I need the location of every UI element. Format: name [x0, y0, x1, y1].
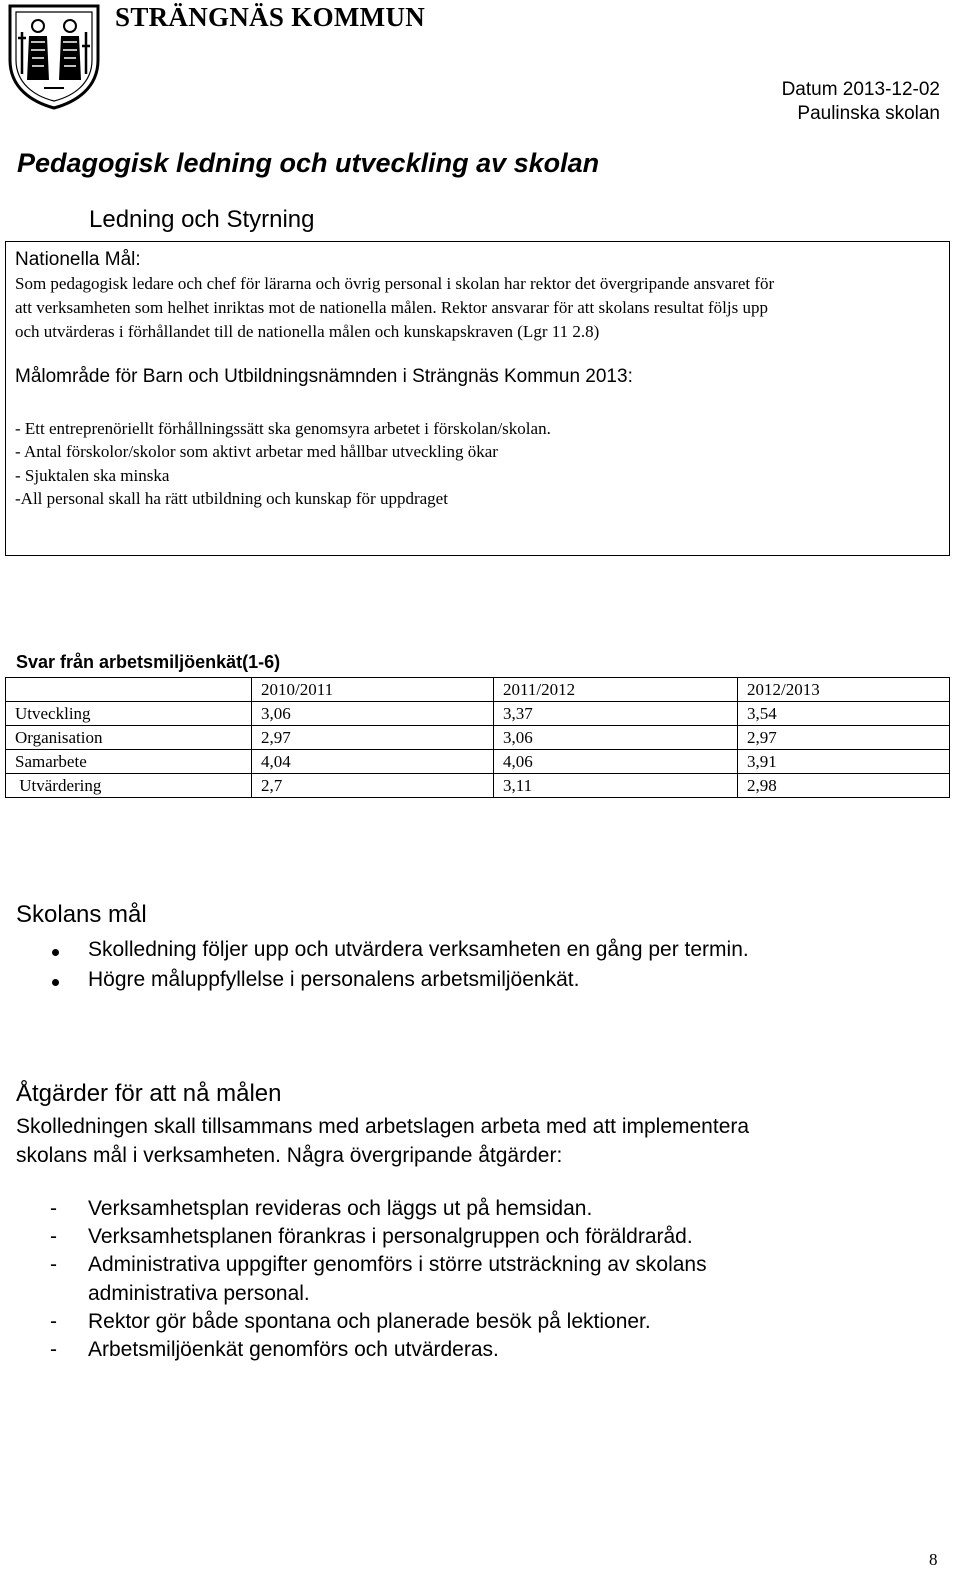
document-title: Pedagogisk ledning och utveckling av skolan	[17, 148, 600, 178]
table-cell: Samarbete	[6, 750, 252, 774]
document-date: Datum 2013-12-02	[781, 79, 940, 100]
table-row	[6, 702, 950, 726]
list-item-text: Skolledning följer upp och utvärdera verksamheten en gång per termin.	[88, 938, 749, 961]
dash-marker: -	[50, 1338, 57, 1361]
municipal-goals-heading: Målområde för Barn och Utbildningsnämnden i Strängnäs Kommun 2013:	[15, 366, 633, 387]
dash-marker: -	[50, 1225, 57, 1248]
table-row	[6, 750, 950, 774]
survey-title: Svar från arbetsmiljöenkät(1-6)	[16, 652, 281, 672]
table-cell: Utveckling	[6, 702, 252, 726]
table-header-cell: 2011/2012	[494, 678, 738, 702]
list-item-text: Verksamhetsplan revideras och läggs ut på hemsidan.	[88, 1197, 593, 1220]
table-cell: 2,97	[252, 726, 494, 750]
table-cell: Utvärdering	[6, 774, 252, 798]
table-cell: Organisation	[6, 726, 252, 750]
national-goals-line: att verksamheten som helhet inriktas mot de nationella målen. Rektor ansvarar för att skolans resultat följs upp	[15, 298, 768, 317]
table-header-cell: 2012/2013	[738, 678, 950, 702]
municipal-goal-line: - Sjuktalen ska minska	[15, 466, 170, 485]
municipal-goal-line: - Ett entreprenöriellt förhållningssätt ska genomsyra arbetet i förskolan/skolan.	[15, 419, 551, 438]
school-name: Paulinska skolan	[797, 103, 940, 124]
bullet-icon	[52, 949, 59, 956]
table-row	[6, 726, 950, 750]
table-cell: 3,11	[494, 774, 738, 798]
national-goals-heading: Nationella Mål:	[15, 249, 141, 270]
national-goals-line: och utvärderas i förhållandet till de nationella målen och kunskapskraven (Lgr 11 2.8)	[15, 322, 600, 341]
dash-marker: -	[50, 1253, 57, 1276]
school-goals-heading: Skolans mål	[16, 901, 147, 928]
organization-name: STRÄNGNÄS KOMMUN	[115, 2, 426, 32]
municipal-goal-line: -All personal skall ha rätt utbildning och kunskap för uppdraget	[15, 489, 448, 508]
survey-results-table	[5, 677, 950, 798]
national-goals-box	[5, 241, 950, 556]
municipal-goal-line: - Antal förskolor/skolor som aktivt arbetar med hållbar utveckling ökar	[15, 442, 498, 461]
table-cell: 3,06	[252, 702, 494, 726]
table-row	[6, 774, 950, 798]
table-cell: 4,04	[252, 750, 494, 774]
municipality-coat-of-arms-logo	[4, 2, 104, 110]
list-item-text: Arbetsmiljöenkät genomförs och utvärderas.	[88, 1338, 499, 1361]
actions-heading: Åtgärder för att nå målen	[16, 1080, 282, 1107]
table-header-cell	[6, 678, 252, 702]
list-item-text: administrativa personal.	[88, 1282, 310, 1305]
list-item-text: Verksamhetsplanen förankras i personalgruppen och föräldraråd.	[88, 1225, 693, 1248]
table-cell: 2,97	[738, 726, 950, 750]
table-cell: 2,7	[252, 774, 494, 798]
list-item-text: Administrativa uppgifter genomförs i större utsträckning av skolans	[88, 1253, 707, 1276]
list-item-text: Högre måluppfyllelse i personalens arbetsmiljöenkät.	[88, 968, 580, 991]
table-cell: 4,06	[494, 750, 738, 774]
table-header-cell: 2010/2011	[252, 678, 494, 702]
actions-intro-line: skolans mål i verksamheten. Några övergripande åtgärder:	[16, 1144, 563, 1167]
page-number: 8	[929, 1550, 938, 1569]
table-cell: 2,98	[738, 774, 950, 798]
list-item-text: Rektor gör både spontana och planerade besök på lektioner.	[88, 1310, 651, 1333]
national-goals-line: Som pedagogisk ledare och chef för lärarna och övrig personal i skolan har rektor det övergripande ansvaret för	[15, 274, 775, 293]
bullet-icon	[52, 979, 59, 986]
table-cell: 3,91	[738, 750, 950, 774]
dash-marker: -	[50, 1197, 57, 1220]
table-cell: 3,54	[738, 702, 950, 726]
section-title: Ledning och Styrning	[89, 206, 315, 233]
table-cell: 3,37	[494, 702, 738, 726]
actions-intro-line: Skolledningen skall tillsammans med arbetslagen arbeta med att implementera	[16, 1115, 750, 1138]
table-header-row	[6, 678, 950, 702]
table-cell: 3,06	[494, 726, 738, 750]
dash-marker: -	[50, 1310, 57, 1333]
